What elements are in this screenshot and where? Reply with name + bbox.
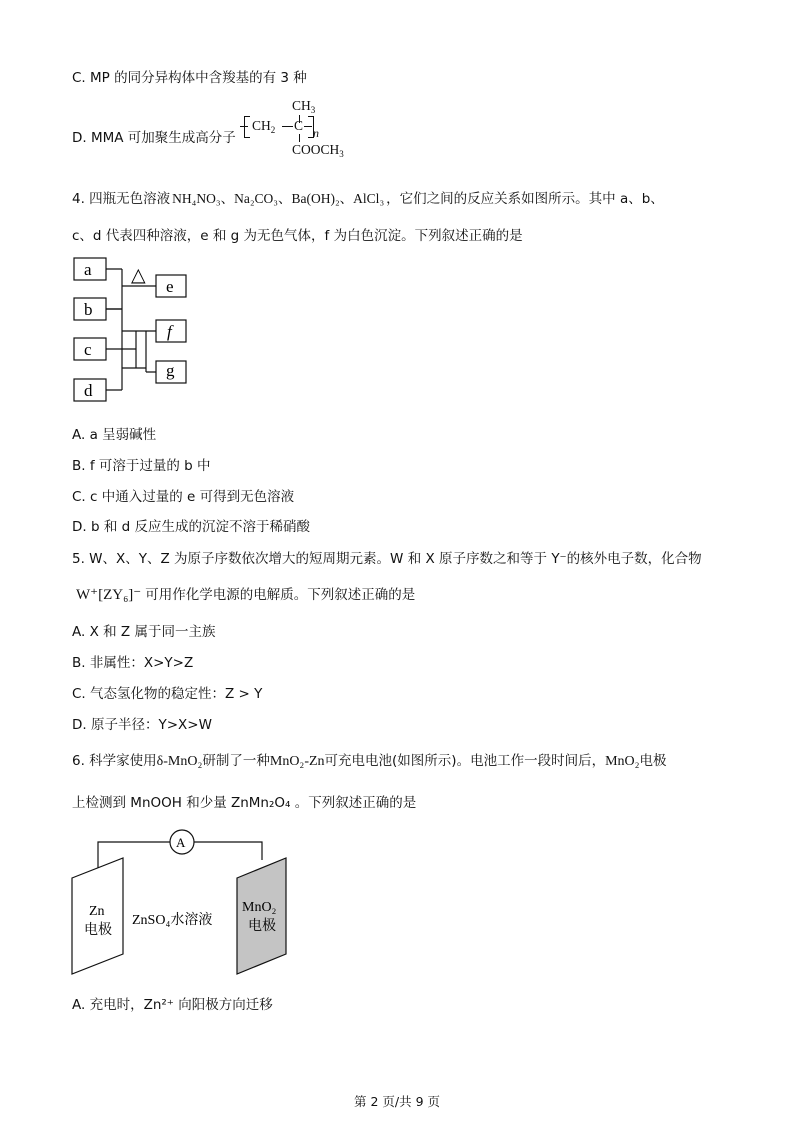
q3-option-d-text: D. MMA 可加聚生成高分子 — [72, 130, 236, 146]
q4-reaction-diagram — [70, 255, 200, 405]
q3-option-d — [72, 126, 236, 146]
q4-option-d: D. b 和 d 反应生成的沉淀不溶于稀硝酸 — [72, 519, 310, 535]
q4-option-c: C. c 中通入过量的 e 可得到无色溶液 — [72, 489, 295, 505]
polymer-bracket-left — [244, 116, 250, 138]
polymer-n: n — [313, 126, 319, 140]
zn-electrode-label-1: Zn — [89, 904, 105, 919]
conn-cg — [122, 331, 156, 372]
q6-stem-line2: 上检测到 MnOOH 和少量 ZnMn₂O₄ 。下列叙述正确的是 — [72, 795, 417, 811]
polymer-formula — [244, 98, 374, 166]
q6-stem-part-b: 研制了一种 — [202, 753, 270, 769]
q6-stem-part-a: 6. 科学家使用 — [72, 753, 157, 769]
q5-stem-line1: 5. W、X、Y、Z 为原子序数依次增大的短周期元素。W 和 X 原子序数之和等于 Y⁻的核外电子数，化合物 — [72, 551, 702, 567]
q4-stem-line1 — [72, 187, 664, 207]
label-f: f — [167, 322, 172, 341]
q6-option-a: A. 充电时，Zn²⁺ 向阳极方向迁移 — [72, 997, 273, 1013]
q6-formula-mno2-zn: MnO₂-Zn — [269, 754, 325, 769]
label-a: a — [84, 260, 92, 279]
label-b: b — [84, 300, 93, 319]
mno2-electrode — [237, 858, 286, 974]
mno2-electrode-label-1: MnO₂ — [242, 900, 277, 915]
ammeter-label: A — [176, 835, 186, 850]
conn-c — [106, 331, 156, 349]
mno2-electrode-label-2: 电极 — [248, 919, 276, 934]
q5-option-a: A. X 和 Z 属于同一主族 — [72, 624, 216, 640]
q5-stem-tail: 可用作化学电源的电解质。下列叙述正确的是 — [145, 587, 416, 603]
q6-stem-part-c: 可充电电池(如图所示)。电池工作一段时间后， — [324, 753, 606, 769]
polymer-bond-left — [240, 126, 248, 127]
q6-formula-mno2: MnO₂ — [605, 754, 640, 769]
q4-option-b: B. f 可溶于过量的 b 中 — [72, 458, 211, 474]
label-c: c — [84, 340, 92, 359]
q6-stem-part-d: 电极 — [639, 753, 667, 769]
polymer-ch2: $CH_2$ — [252, 118, 276, 135]
q6-battery-diagram — [66, 828, 296, 978]
q3-option-c: C. MP 的同分异构体中含羧基的有 3 种 — [72, 70, 307, 86]
label-e: e — [166, 277, 174, 296]
q5-option-c: C. 气态氢化物的稳定性：Z > Y — [72, 686, 263, 702]
heat-symbol: △ — [131, 265, 146, 286]
solution-label: ZnSO₄水溶液 — [132, 913, 213, 928]
zn-electrode-label-2: 电极 — [84, 923, 112, 938]
q5-option-b: B. 非属性：X>Y>Z — [72, 655, 194, 671]
label-d: d — [84, 381, 93, 400]
q5-compound-formula: W⁺[ZY₆]⁻ — [76, 587, 142, 603]
q4-stem-tail: ，它们之间的反应关系如图所示。其中 a、b、 — [386, 191, 664, 207]
polymer-bond-mid — [282, 126, 293, 127]
q6-formula-delta-mno2: δ-MnO₂ — [156, 754, 203, 769]
q4-option-a: A. a 呈弱碱性 — [72, 427, 157, 443]
polymer-bottom-group: $COOCH_3$ — [292, 142, 344, 159]
q5-option-d: D. 原子半径：Y>X>W — [72, 717, 212, 733]
q5-stem-line2 — [76, 583, 415, 604]
polymer-bond-bottom — [299, 134, 300, 142]
q4-stem-prefix: 4. 四瓶无色溶液 — [72, 191, 171, 207]
polymer-top-group: $CH_3$ — [292, 98, 316, 115]
page-footer: 第 2 页/共 9 页 — [353, 1094, 440, 1109]
q6-stem-line1 — [72, 749, 667, 770]
q4-stem-formula: NH₄NO₃、Na₂CO₃、Ba(OH)₂、AlCl₃ — [172, 191, 385, 206]
label-g: g — [166, 361, 175, 380]
polymer-center-c: C — [294, 118, 304, 133]
q4-stem-line2: c、d 代表四种溶液，e 和 g 为无色气体，f 为白色沉淀。下列叙述正确的是 — [72, 228, 523, 244]
